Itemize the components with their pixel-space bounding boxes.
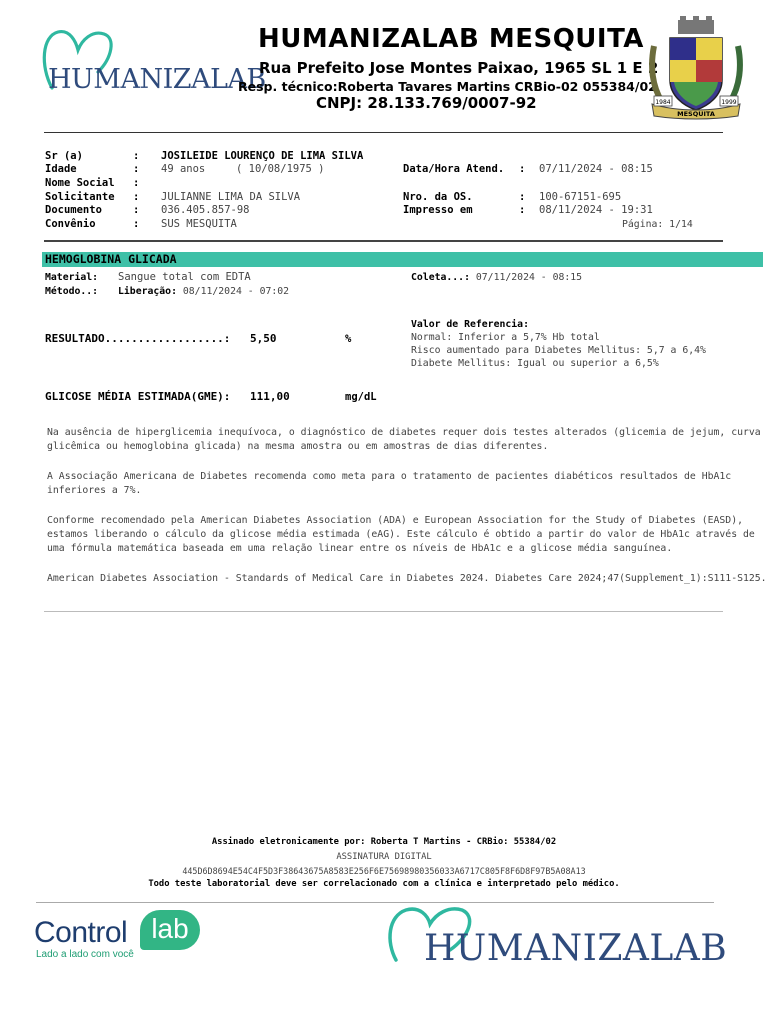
- method-label: Método..:: [45, 286, 99, 297]
- note-paragraph: American Diabetes Association - Standards of Medical Care in Diabetes 2024. Diabetes Care 2024;47(Supplement_1):S111-S125.: [47, 573, 767, 584]
- insurance-label: Convênio: [45, 218, 96, 230]
- section-end-divider: [44, 611, 723, 612]
- logo-wordmark: HUMANIZALAB: [48, 64, 266, 95]
- attendance-date: 07/11/2024 - 08:15: [539, 163, 653, 175]
- controllab-tagline: Lado a lado com você: [36, 949, 134, 960]
- insurance-name: SUS MESQUITA: [161, 218, 237, 230]
- svg-text:1999: 1999: [721, 99, 737, 106]
- controllab-wordmark: Control: [34, 916, 128, 949]
- svg-text:1984: 1984: [655, 99, 671, 106]
- os-label: Nro. da OS.: [403, 191, 473, 203]
- material-label: Material:: [45, 272, 99, 283]
- lab-address: Rua Prefeito Jose Montes Paixao, 1965 SL 1 E 2: [259, 59, 659, 77]
- social-name-label: Nome Social: [45, 177, 115, 189]
- page-number: Página: 1/14: [622, 219, 693, 230]
- controllab-badge: lab: [140, 910, 200, 950]
- reference-line: Diabete Mellitus: Igual ou superior a 6,5%: [411, 358, 659, 369]
- gme-label: GLICOSE MÉDIA ESTIMADA(GME):: [45, 390, 231, 403]
- reference-title: Valor de Referencia:: [411, 319, 529, 330]
- result-label: RESULTADO..................:: [45, 332, 231, 345]
- release-label: Liberação:: [118, 286, 177, 297]
- collection-date: 07/11/2024 - 08:15: [475, 272, 583, 283]
- patient-age: 49 anos: [161, 163, 206, 175]
- note-paragraph: Na ausência de hiperglicemia inequívoca, o diagnóstico de diabetes requer dois testes alterados (glicemia de jejum, curva glicêmica ou hemoglobina glicada) na mesma amostra ou em amostras de dias diferentes.: [47, 427, 761, 452]
- digital-signature-label: ASSINATURA DIGITAL: [336, 852, 432, 862]
- disclaimer: Todo teste laboratorial deve ser correlacionado com a clínica e interpretado pelo médico.: [148, 879, 620, 889]
- patient-name: JOSILEIDE LOURENÇO DE LIMA SILVA: [161, 150, 364, 162]
- logo-wordmark: HUMANIZALAB: [424, 928, 728, 969]
- date-label: Data/Hora Atend.: [403, 163, 505, 175]
- gme-value: 111,00: [250, 390, 290, 403]
- exam-title: HEMOGLOBINA GLICADA: [45, 252, 177, 266]
- signature-line: Assinado eletronicamente por: Roberta T Martins - CRBio: 55384/02: [211, 837, 557, 847]
- material-value: Sangue total com EDTA: [118, 271, 251, 283]
- document-number: 036.405.857-98: [161, 204, 250, 216]
- note-paragraph: Conforme recomendado pela American Diabetes Association (ADA) e European Association for the Study of Diabetes (EASD), estamos liberando o cálculo da glicose média estimada (eAG). Este cálculo é obtido a partir do valor de HbA1c através de uma fórmula matemática baseada em uma relação linear entre os níveis de HbA1c e a glicose média sanguínea.: [47, 515, 755, 554]
- release-date: 08/11/2024 - 07:02: [182, 286, 290, 297]
- reference-line: Normal: Inferior a 5,7% Hb total: [411, 332, 600, 343]
- signature-hash: 445D6D8694E54C4F5D3F38643675A8583E256F6E75698980356033A6717C805F8F6D8F97B5A08A13: [182, 866, 586, 876]
- printed-label: Impresso em: [403, 204, 473, 216]
- technician-line: Resp. técnico:Roberta Tavares Martins CRBio-02 055384/02: [238, 79, 657, 94]
- result-unit: %: [345, 333, 352, 345]
- header-divider: [44, 132, 723, 133]
- cnpj-line: CNPJ: 28.133.769/0007-92: [316, 94, 537, 112]
- requester-label: Solicitante: [45, 191, 115, 203]
- requester-name: JULIANNE LIMA DA SILVA: [161, 191, 301, 203]
- result-value: 5,50: [250, 332, 277, 345]
- document-label: Documento: [45, 204, 102, 216]
- city-crest: [648, 16, 744, 120]
- controllab-logo: [34, 908, 214, 964]
- svg-text:MESQUITA: MESQUITA: [677, 110, 715, 118]
- patient-divider: [44, 240, 723, 242]
- gme-unit: mg/dL: [345, 391, 377, 403]
- humanizalab-logo: [40, 26, 266, 106]
- collection-label: Coleta...:: [411, 272, 470, 283]
- note-paragraph: A Associação Americana de Diabetes recomenda como meta para o tratamento de pacientes diabéticos resultados de HbA1c inferiores a 7%.: [47, 471, 732, 496]
- patient-birth: ( 10/08/1975 ): [236, 163, 325, 175]
- age-label: Idade: [45, 163, 77, 175]
- lab-name: HUMANIZALAB MESQUITA: [258, 24, 644, 54]
- name-label: Sr (a): [45, 150, 83, 162]
- printed-date: 08/11/2024 - 19:31: [539, 204, 653, 216]
- os-number: 100-67151-695: [539, 191, 622, 203]
- reference-line: Risco aumentado para Diabetes Mellitus: 5,7 a 6,4%: [411, 345, 706, 356]
- humanizalab-footer-logo: [384, 902, 728, 972]
